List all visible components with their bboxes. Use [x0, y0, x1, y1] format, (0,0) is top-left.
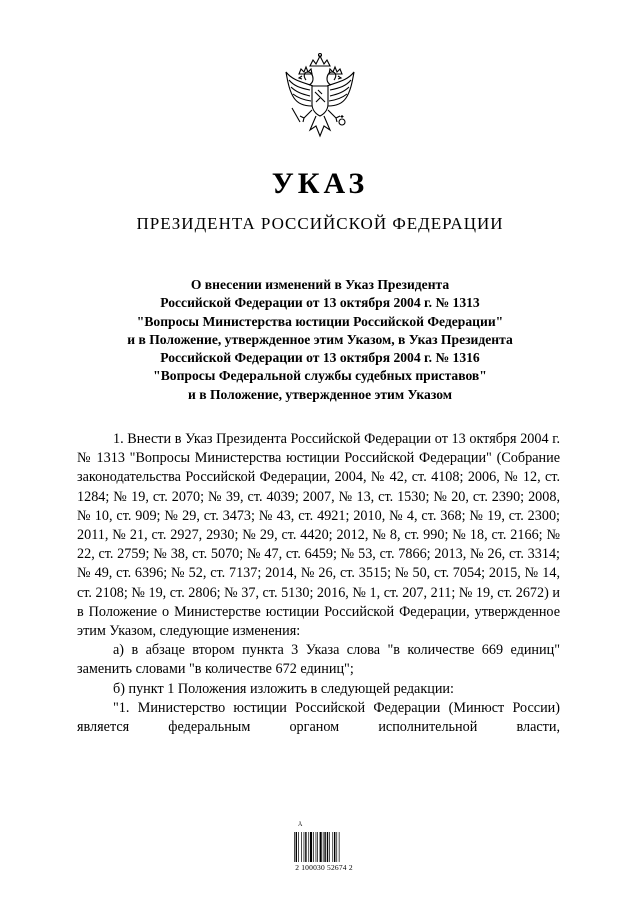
barcode-bar — [301, 832, 302, 862]
decree-body — [77, 430, 560, 737]
decree-heading — [100, 276, 540, 404]
barcode-bar — [296, 832, 297, 862]
barcode-bar — [334, 832, 335, 862]
barcode-bar — [313, 832, 314, 862]
barcode-bars — [294, 832, 356, 862]
barcode-number: 2 100030 52674 2 — [295, 863, 353, 872]
barcode-bar — [316, 832, 317, 862]
heading-line: и в Положение, утвержденное этим Указом — [187, 386, 453, 402]
decree-subtitle: ПРЕЗИДЕНТА РОССИЙСКОЙ ФЕДЕРАЦИИ — [136, 214, 504, 233]
barcode-mark: Ä — [298, 822, 303, 828]
barcode-bar — [339, 832, 340, 862]
barcode-bar — [294, 832, 295, 862]
body-paragraph: "1. Министерство юстиции Российской Федерации (Минюст России) является федеральным органом исполнительной власти, — [77, 699, 560, 736]
document-barcode — [284, 820, 364, 880]
barcode-bar — [308, 832, 309, 862]
body-paragraph: а) в абзаце втором пункта 3 Указа слова "в количестве 669 единиц" заменить словами "в количестве 672 единиц"; — [77, 642, 560, 678]
heading-line: и в Положение, утвержденное этим Указом, в Указ Президента — [127, 331, 513, 347]
barcode-bar — [310, 832, 312, 862]
heading-line: "Вопросы Министерства юстиции Российской Федерации" — [136, 313, 504, 329]
barcode-bar — [305, 832, 306, 862]
decree-title: УКАЗ — [271, 167, 369, 200]
heading-line: Российской Федерации от 13 октября 2004 г. № 1316 — [160, 350, 480, 366]
barcode-bar — [327, 832, 328, 862]
barcode-bar — [329, 832, 330, 862]
barcode-bar — [323, 832, 324, 862]
body-paragraph: б) пункт 1 Положения изложить в следующей редакции: — [113, 680, 454, 697]
barcode-bar — [336, 832, 337, 862]
russian-coat-of-arms-emblem — [280, 52, 360, 144]
barcode-bar — [317, 832, 318, 862]
barcode-bar — [324, 832, 325, 862]
heading-line: Российской Федерации от 13 октября 2004 г. № 1313 — [160, 295, 480, 311]
barcode-bar — [332, 832, 333, 862]
heading-line: О внесении изменений в Указ Президента — [190, 277, 450, 292]
body-paragraph: 1. Внести в Указ Президента Российской Федерации от 13 октября 2004 г. № 1313 "Вопросы Министерства юстиции Российской Федерации" (Собрание законодательства Российской Федерации, 2004, № 42, ст. 4108; 2006, № 12, ст. 1284; № 19, ст. 2070; № 39, ст. 4039; 2007, № 13, ст. 1530; № 20, ст. 2390; 2008, № 10, ст. 909; № 29, ст. 3473; № 43, ст. 4921; 2010, № 4, ст. 368; № 19, ст. 2300; 2011, № 21, ст. 2927, 2930; № 29, ст. 4420; 2012, № 8, ст. 990; № 18, ст. 2166; № 22, ст. 2759; № 38, ст. 5070; № 47, ст. 6459; № 53, ст. 7866; 2013, № 26, ст. 3314; № 49, ст. 6396; № 52, ст. 7137; 2014, № 26, ст. 3515; № 50, ст. 7054; 2015, № 14, ст. 2108; № 19, ст. 2806; № 37, ст. 5130; 2016, № 1, ст. 207, 211; № 19, ст. 2672) и в Положение о Министерстве юстиции Российской Федерации, утвержденное этим Указом, следующие изменения: — [77, 431, 560, 640]
barcode-bar — [304, 832, 305, 862]
barcode-bar — [320, 832, 322, 862]
heading-line: "Вопросы Федеральной службы судебных приставов" — [153, 368, 487, 384]
barcode-bar — [298, 832, 299, 862]
